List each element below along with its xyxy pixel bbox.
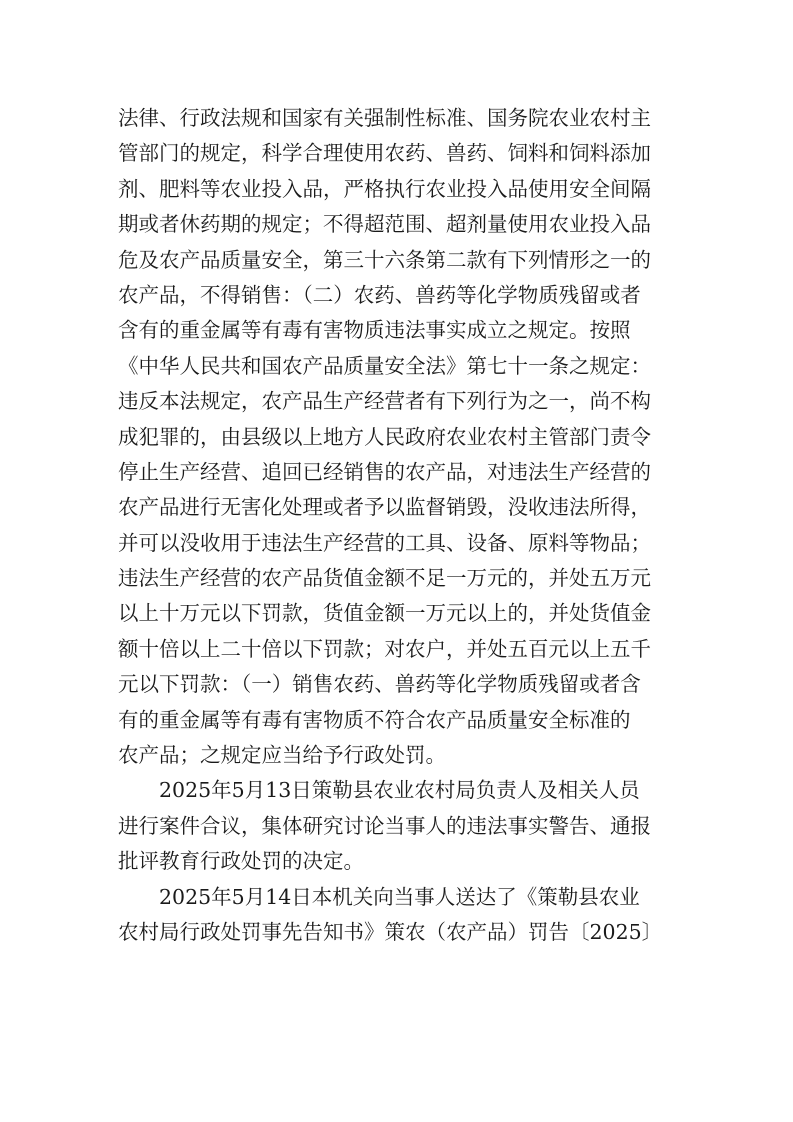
text-line: 危及农产品质量安全，第三十六条第二款有下列情形之一的 [118, 247, 651, 272]
text-line: 进行案件合议，集体研究讨论当事人的违法事实警告、通报 [118, 813, 651, 838]
text-line: 法律、行政法规和国家有关强制性标准、国务院农业农村主 [118, 106, 651, 130]
text-line: 批评教育行政处罚的决定。 [118, 849, 364, 874]
text-line: 违法生产经营的农产品货值金额不足一万元的，并处五万元 [118, 566, 651, 591]
text-line: 并可以没收用于违法生产经营的工具、设备、原料等物品； [118, 530, 651, 555]
document-body [118, 101, 678, 950]
text-line: 农产品进行无害化处理或者予以监督销毁，没收违法所得， [118, 495, 651, 520]
text-line: 农产品；之规定应当给予行政处罚。 [118, 743, 446, 768]
text-line: 违反本法规定，农产品生产经营者有下列行为之一，尚不构 [118, 389, 651, 414]
text-line: 期或者休药期的规定；不得超范围、超剂量使用农业投入品 [118, 212, 651, 237]
text-line: 《中华人民共和国农产品质量安全法》第七十一条之规定： [118, 353, 651, 378]
text-line: 元以下罚款：（一）销售农药、兽药等化学物质残留或者含 [118, 672, 641, 697]
paragraph-start-line: 2025年5月13日策勒县农业农村局负责人及相关人员 [159, 778, 640, 803]
text-line: 管部门的规定，科学合理使用农药、兽药、饲料和饲料添加 [118, 141, 651, 166]
paragraph-start-line: 2025年5月14日本机关向当事人送达了《策勒县农业 [159, 884, 640, 909]
text-line: 农产品，不得销售：（二）农药、兽药等化学物质残留或者 [118, 282, 641, 307]
text-line: 额十倍以上二十倍以下罚款；对农户，并处五百元以上五千 [118, 636, 651, 661]
text-line: 停止生产经营、追回已经销售的农产品，对违法生产经营的 [118, 459, 651, 484]
text-line: 农村局行政处罚事先告知书》策农（农产品）罚告〔2025〕 [118, 919, 663, 944]
text-line: 有的重金属等有毒有害物质不符合农产品质量安全标准的 [118, 707, 631, 732]
text-line: 以上十万元以下罚款，货值金额一万元以上的，并处货值金 [118, 601, 651, 626]
text-line: 成犯罪的，由县级以上地方人民政府农业农村主管部门责令 [118, 424, 651, 449]
text-line: 剂、肥料等农业投入品，严格执行农业投入品使用安全间隔 [118, 176, 651, 201]
text-line: 含有的重金属等有毒有害物质违法事实成立之规定。按照 [118, 318, 631, 343]
